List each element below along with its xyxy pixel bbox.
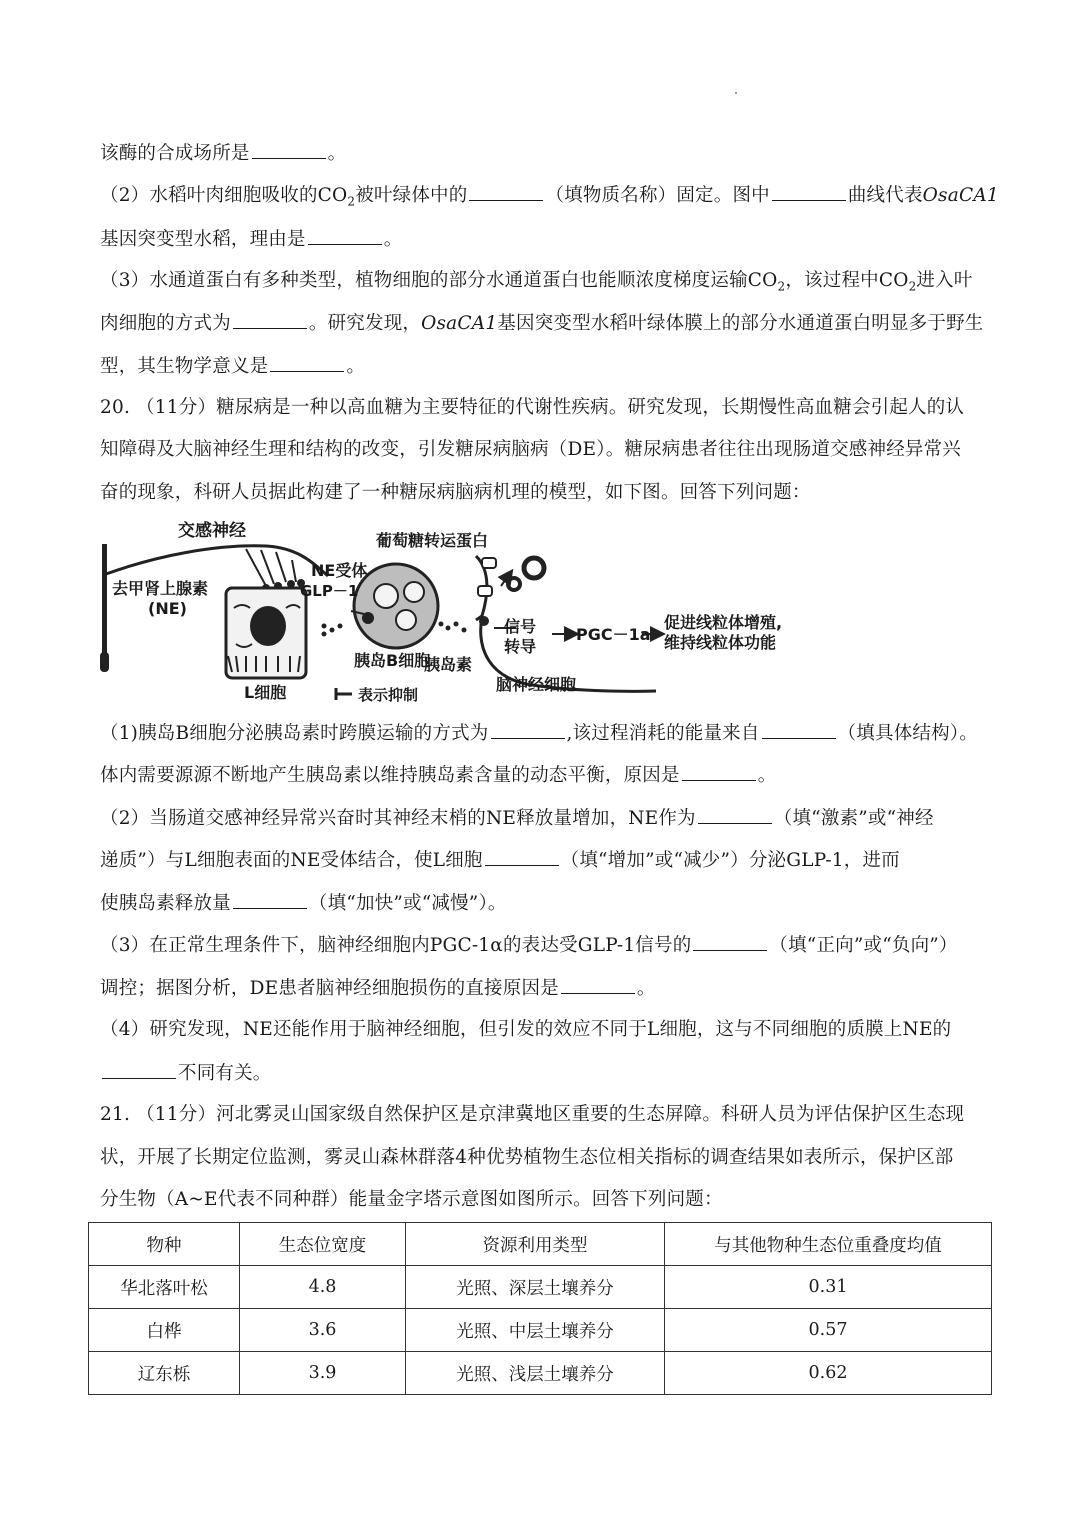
text: 该酶的合成场所是: [100, 143, 250, 164]
text: 不同有关。: [178, 1063, 272, 1084]
brain-cell-membrane: [476, 556, 656, 691]
answer-blank[interactable]: [693, 932, 767, 951]
text-line: （4）研究发现，NE还能作用于脑神经细胞，但引发的效应不同于L细胞，这与不同细胞的质膜上NE的: [100, 1019, 952, 1040]
text: 使胰岛素释放量: [100, 893, 231, 914]
table-row: [89, 1266, 992, 1309]
text-line: [100, 720, 990, 747]
text: 基因突变型水稻，理由是: [100, 229, 306, 250]
nerve-bar-end: [100, 652, 109, 672]
l-cell-nucleus: [250, 606, 286, 646]
glucose-transporter: [482, 558, 496, 568]
text-line: [100, 226, 990, 253]
table-row: [89, 1309, 992, 1352]
table-cell: 光照、深层土壤养分: [406, 1266, 665, 1309]
text: ，该过程中CO: [785, 270, 909, 291]
text: （3）水通道蛋白有多种类型，植物细胞的部分水通道蛋白也能顺浓度梯度运输CO: [100, 270, 778, 291]
table-header: 生态位宽度: [240, 1223, 406, 1266]
question-21-line: 21. （11分）河北雾灵山国家级自然保护区是京津冀地区重要的生态屏障。科研人员为评估保护区生态现: [100, 1104, 965, 1125]
answer-blank[interactable]: [308, 226, 382, 245]
answer-blank[interactable]: [682, 762, 756, 781]
label-ne-abbr: (NE): [148, 599, 187, 618]
label-pgc: PGC－1a: [576, 625, 651, 644]
text: （3）在正常生理条件下，脑神经细胞内PGC-1α的表达受GLP-1信号的: [100, 935, 692, 956]
text-line: [100, 762, 990, 789]
text: 基因突变型水稻叶绿体膜上的部分水通道蛋白明显多于野生: [497, 313, 984, 334]
subscript: 2: [347, 194, 356, 209]
text-line: 知障碍及大脑神经生理和结构的改变，引发糖尿病脑病（DE）。糖尿病患者往往出现肠道交感神经异常兴: [100, 439, 961, 460]
inhibit-symbol: [336, 688, 352, 700]
answer-blank[interactable]: [252, 140, 326, 159]
text-line: [100, 140, 990, 167]
answer-blank[interactable]: [233, 310, 307, 329]
text: 。: [327, 143, 347, 164]
label-signal: 信号: [504, 617, 537, 636]
table-cell: 华北落叶松: [89, 1266, 240, 1309]
niche-table: [88, 1222, 992, 1395]
subscript: 2: [908, 279, 917, 294]
text: 型，其生物学意义是: [100, 356, 269, 377]
text: 。: [757, 765, 777, 786]
text-line: 奋的现象，科研人员据此构建了一种糖尿病脑病机理的模型，如下图。回答下列问题：: [100, 482, 811, 503]
label-l-cell: L细胞: [244, 683, 287, 702]
label-insulin: 胰岛素: [424, 655, 473, 674]
text: 曲线代表: [847, 185, 923, 206]
text: （填物质名称）固定。图中: [545, 185, 770, 206]
subscript: 2: [777, 279, 786, 294]
text: 。: [636, 978, 656, 999]
label-brain-cell: 脑神经细胞: [496, 675, 577, 694]
table-cell: 白桦: [89, 1309, 240, 1352]
text-line: [100, 1060, 990, 1087]
label-effect-1: 促进线粒体增殖,: [664, 613, 783, 632]
gene-name: OsaCA1: [421, 313, 498, 334]
table-cell: 0.31: [665, 1266, 992, 1309]
text: 。研究发现，: [308, 313, 422, 334]
text: 进入叶: [916, 270, 973, 291]
text: 肉细胞的方式为: [100, 313, 231, 334]
answer-blank[interactable]: [102, 1060, 176, 1079]
answer-blank[interactable]: [698, 805, 772, 824]
text: 递质”）与L细胞表面的NE受体结合，使L细胞: [100, 850, 483, 871]
text: 。: [383, 229, 403, 250]
text: ,该过程消耗的能量来自: [566, 723, 760, 744]
text-line: 状，开展了长期定位监测，雾灵山森林群落4种优势植物生态位相关指标的调查结果如表所示，保护区部: [100, 1147, 954, 1168]
table-row: [89, 1352, 992, 1395]
text-line: [100, 890, 990, 917]
text: （填“增加”或“减少”）分泌GLP-1，进而: [560, 850, 900, 871]
text: 调控；据图分析，DE患者脑神经细胞损伤的直接原因是: [100, 978, 559, 999]
table-header: 资源利用类型: [406, 1223, 665, 1266]
table-cell: 3.9: [240, 1352, 406, 1395]
label-glucose-transporter: 葡萄糖转运蛋白: [376, 531, 489, 550]
label-transduction: 转导: [504, 637, 537, 656]
label-effect-2: 维持线粒体功能: [664, 633, 777, 652]
text: （填具体结构）。: [837, 723, 978, 744]
answer-blank[interactable]: [485, 847, 559, 866]
text: （填“正向”或“负向”）: [769, 935, 958, 956]
text-line: [100, 932, 990, 959]
text: （1)胰岛B细胞分泌胰岛素时跨膜运输的方式为: [100, 723, 489, 744]
text-line: [100, 975, 990, 1002]
scan-speck: [735, 92, 737, 94]
label-glp1: GLP－1: [300, 582, 359, 600]
nerve-terminals: [246, 549, 296, 586]
label-inhibit: 表示抑制: [358, 686, 419, 704]
label-b-cell: 胰岛B细胞: [354, 651, 431, 670]
table-cell: 0.57: [665, 1309, 992, 1352]
table-cell: 4.8: [240, 1266, 406, 1309]
table-header-row: [89, 1223, 992, 1266]
table-header: 物种: [89, 1223, 240, 1266]
table-cell: 光照、浅层土壤养分: [406, 1352, 665, 1395]
answer-blank[interactable]: [469, 182, 543, 201]
table-cell: 辽东栎: [89, 1352, 240, 1395]
label-sympathetic: 交感神经: [178, 521, 246, 541]
text-line: [100, 310, 990, 337]
diabetic-encephalopathy-diagram: [96, 516, 796, 706]
table-header: 与其他物种生态位重叠度均值: [665, 1223, 992, 1266]
text-line: [100, 847, 990, 874]
answer-blank[interactable]: [772, 182, 846, 201]
text: （填“激素”或“神经: [773, 808, 934, 829]
answer-blank[interactable]: [233, 890, 307, 909]
answer-blank[interactable]: [491, 720, 565, 739]
question-20-line: 20. （11分）糖尿病是一种以高血糖为主要特征的代谢性疾病。研究发现，长期慢性高血糖会引起人的认: [100, 397, 965, 418]
text: 。: [346, 356, 366, 377]
table-cell: 3.6: [240, 1309, 406, 1352]
text-line: [100, 805, 990, 832]
answer-blank[interactable]: [561, 975, 635, 994]
label-ne: 去甲肾上腺素: [112, 579, 209, 598]
text-line: [100, 268, 990, 294]
text-line: [100, 182, 999, 209]
text: （2）当肠道交感神经异常兴奋时其神经末梢的NE释放量增加，NE作为: [100, 808, 696, 829]
mitochondrion: [524, 558, 544, 578]
table-cell: 0.62: [665, 1352, 992, 1395]
table-cell: 光照、中层土壤养分: [406, 1309, 665, 1352]
text-line: [100, 353, 990, 380]
gene-name: OsaCA1: [922, 185, 999, 206]
text: 被叶绿体中的: [355, 185, 468, 206]
label-ne-receptor: NE受体: [311, 561, 368, 580]
text-line: 分生物（A~E代表不同种群）能量金字塔示意图如图所示。回答下列问题：: [100, 1189, 723, 1210]
nerve-bar: [102, 544, 107, 666]
text: （2）水稻叶肉细胞吸收的CO: [100, 185, 348, 206]
text: （填“加快”或“减慢”）。: [308, 893, 507, 914]
text: 体内需要源源不断地产生胰岛素以维持胰岛素含量的动态平衡，原因是: [100, 765, 680, 786]
answer-blank[interactable]: [762, 720, 836, 739]
answer-blank[interactable]: [270, 353, 344, 372]
